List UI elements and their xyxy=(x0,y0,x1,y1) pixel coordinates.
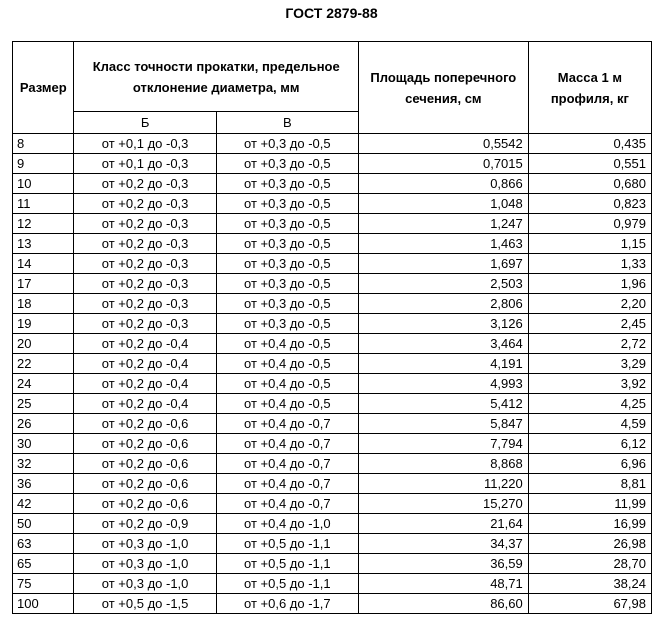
cell-area: 15,270 xyxy=(358,494,528,514)
page-title: ГОСТ 2879-88 xyxy=(285,5,378,21)
cell-class-b: от +0,2 до -0,6 xyxy=(74,434,216,454)
table-row xyxy=(13,374,652,394)
cell-size: 32 xyxy=(13,454,74,474)
cell-mass: 2,72 xyxy=(528,334,651,354)
cell-area: 5,412 xyxy=(358,394,528,414)
table-row xyxy=(13,194,652,214)
cell-mass: 6,96 xyxy=(528,454,651,474)
header-class-b: Б xyxy=(74,112,216,134)
table-row xyxy=(13,414,652,434)
cell-area: 3,126 xyxy=(358,314,528,334)
cell-class-v: от +0,3 до -0,5 xyxy=(216,214,358,234)
cell-class-b: от +0,1 до -0,3 xyxy=(74,134,216,154)
cell-mass: 0,979 xyxy=(528,214,651,234)
cell-area: 21,64 xyxy=(358,514,528,534)
cell-size: 63 xyxy=(13,534,74,554)
cell-class-b: от +0,2 до -0,6 xyxy=(74,474,216,494)
cell-size: 75 xyxy=(13,574,74,594)
cell-size: 14 xyxy=(13,254,74,274)
table-row xyxy=(13,474,652,494)
cell-mass: 4,25 xyxy=(528,394,651,414)
cell-class-v: от +0,4 до -0,5 xyxy=(216,374,358,394)
cell-area: 1,048 xyxy=(358,194,528,214)
cell-size: 36 xyxy=(13,474,74,494)
cell-class-v: от +0,3 до -0,5 xyxy=(216,194,358,214)
header-accuracy-class: Класс точности прокатки, предельное отклонение диаметра, мм xyxy=(74,42,358,112)
cell-class-b: от +0,2 до -0,4 xyxy=(74,354,216,374)
cell-class-b: от +0,2 до -0,3 xyxy=(74,234,216,254)
table-row xyxy=(13,254,652,274)
cell-class-v: от +0,5 до -1,1 xyxy=(216,574,358,594)
table-row xyxy=(13,354,652,374)
header-area: Площадь поперечного сечения, см xyxy=(358,42,528,134)
table-row xyxy=(13,314,652,334)
cell-class-b: от +0,3 до -1,0 xyxy=(74,554,216,574)
cell-area: 2,806 xyxy=(358,294,528,314)
cell-area: 0,7015 xyxy=(358,154,528,174)
cell-area: 2,503 xyxy=(358,274,528,294)
table-row xyxy=(13,554,652,574)
table-row xyxy=(13,434,652,454)
cell-class-v: от +0,5 до -1,1 xyxy=(216,554,358,574)
cell-size: 100 xyxy=(13,594,74,614)
cell-class-b: от +0,2 до -0,3 xyxy=(74,274,216,294)
cell-class-v: от +0,3 до -0,5 xyxy=(216,274,358,294)
cell-mass: 11,99 xyxy=(528,494,651,514)
cell-class-b: от +0,1 до -0,3 xyxy=(74,154,216,174)
cell-class-b: от +0,2 до -0,6 xyxy=(74,454,216,474)
cell-class-b: от +0,3 до -1,0 xyxy=(74,574,216,594)
table-row xyxy=(13,334,652,354)
cell-mass: 3,92 xyxy=(528,374,651,394)
cell-class-b: от +0,2 до -0,3 xyxy=(74,194,216,214)
table-row xyxy=(13,394,652,414)
cell-area: 36,59 xyxy=(358,554,528,574)
cell-mass: 0,435 xyxy=(528,134,651,154)
cell-class-b: от +0,2 до -0,3 xyxy=(74,214,216,234)
cell-size: 50 xyxy=(13,514,74,534)
cell-size: 10 xyxy=(13,174,74,194)
table-row xyxy=(13,574,652,594)
cell-class-v: от +0,4 до -0,5 xyxy=(216,354,358,374)
cell-mass: 1,96 xyxy=(528,274,651,294)
cell-mass: 67,98 xyxy=(528,594,651,614)
cell-size: 12 xyxy=(13,214,74,234)
cell-class-b: от +0,2 до -0,6 xyxy=(74,414,216,434)
cell-class-v: от +0,5 до -1,1 xyxy=(216,534,358,554)
cell-mass: 8,81 xyxy=(528,474,651,494)
cell-class-v: от +0,4 до -0,7 xyxy=(216,414,358,434)
cell-mass: 2,20 xyxy=(528,294,651,314)
cell-class-b: от +0,3 до -1,0 xyxy=(74,534,216,554)
cell-mass: 3,29 xyxy=(528,354,651,374)
cell-class-v: от +0,3 до -0,5 xyxy=(216,294,358,314)
cell-size: 20 xyxy=(13,334,74,354)
cell-size: 8 xyxy=(13,134,74,154)
cell-area: 11,220 xyxy=(358,474,528,494)
cell-area: 0,866 xyxy=(358,174,528,194)
cell-mass: 6,12 xyxy=(528,434,651,454)
cell-size: 25 xyxy=(13,394,74,414)
cell-mass: 0,551 xyxy=(528,154,651,174)
cell-size: 22 xyxy=(13,354,74,374)
cell-size: 65 xyxy=(13,554,74,574)
cell-size: 19 xyxy=(13,314,74,334)
cell-class-b: от +0,2 до -0,9 xyxy=(74,514,216,534)
cell-class-v: от +0,4 до -0,7 xyxy=(216,474,358,494)
table-row xyxy=(13,534,652,554)
cell-class-v: от +0,3 до -0,5 xyxy=(216,314,358,334)
cell-class-v: от +0,3 до -0,5 xyxy=(216,254,358,274)
cell-area: 4,993 xyxy=(358,374,528,394)
cell-area: 8,868 xyxy=(358,454,528,474)
cell-class-v: от +0,3 до -0,5 xyxy=(216,174,358,194)
cell-area: 1,247 xyxy=(358,214,528,234)
cell-size: 42 xyxy=(13,494,74,514)
cell-area: 48,71 xyxy=(358,574,528,594)
cell-class-b: от +0,2 до -0,6 xyxy=(74,494,216,514)
cell-size: 17 xyxy=(13,274,74,294)
cell-mass: 0,680 xyxy=(528,174,651,194)
cell-class-v: от +0,4 до -0,5 xyxy=(216,334,358,354)
cell-area: 1,463 xyxy=(358,234,528,254)
cell-size: 13 xyxy=(13,234,74,254)
cell-class-b: от +0,5 до -1,5 xyxy=(74,594,216,614)
cell-size: 11 xyxy=(13,194,74,214)
cell-class-v: от +0,4 до -0,5 xyxy=(216,394,358,414)
cell-class-v: от +0,3 до -0,5 xyxy=(216,154,358,174)
cell-class-b: от +0,2 до -0,3 xyxy=(74,174,216,194)
cell-class-v: от +0,4 до -0,7 xyxy=(216,454,358,474)
cell-class-b: от +0,2 до -0,4 xyxy=(74,394,216,414)
cell-size: 9 xyxy=(13,154,74,174)
cell-area: 7,794 xyxy=(358,434,528,454)
cell-class-b: от +0,2 до -0,4 xyxy=(74,374,216,394)
gost-table xyxy=(12,41,652,614)
cell-mass: 28,70 xyxy=(528,554,651,574)
cell-class-v: от +0,3 до -0,5 xyxy=(216,134,358,154)
table-row xyxy=(13,514,652,534)
cell-area: 1,697 xyxy=(358,254,528,274)
cell-size: 24 xyxy=(13,374,74,394)
cell-area: 5,847 xyxy=(358,414,528,434)
cell-mass: 38,24 xyxy=(528,574,651,594)
cell-class-b: от +0,2 до -0,4 xyxy=(74,334,216,354)
table-row xyxy=(13,134,652,154)
cell-mass: 0,823 xyxy=(528,194,651,214)
cell-area: 0,5542 xyxy=(358,134,528,154)
table-row xyxy=(13,594,652,614)
cell-area: 34,37 xyxy=(358,534,528,554)
cell-class-b: от +0,2 до -0,3 xyxy=(74,314,216,334)
cell-class-b: от +0,2 до -0,3 xyxy=(74,294,216,314)
cell-size: 30 xyxy=(13,434,74,454)
cell-class-v: от +0,4 до -0,7 xyxy=(216,494,358,514)
table-row xyxy=(13,494,652,514)
cell-class-v: от +0,3 до -0,5 xyxy=(216,234,358,254)
table-row xyxy=(13,234,652,254)
table-row xyxy=(13,154,652,174)
table-row xyxy=(13,294,652,314)
cell-mass: 4,59 xyxy=(528,414,651,434)
table-row xyxy=(13,214,652,234)
cell-class-v: от +0,4 до -0,7 xyxy=(216,434,358,454)
cell-mass: 16,99 xyxy=(528,514,651,534)
header-class-v: В xyxy=(216,112,358,134)
table-row xyxy=(13,274,652,294)
cell-area: 4,191 xyxy=(358,354,528,374)
cell-class-b: от +0,2 до -0,3 xyxy=(74,254,216,274)
table-row xyxy=(13,454,652,474)
cell-mass: 1,15 xyxy=(528,234,651,254)
header-size: Размер xyxy=(13,42,74,134)
cell-mass: 1,33 xyxy=(528,254,651,274)
cell-class-v: от +0,4 до -1,0 xyxy=(216,514,358,534)
cell-size: 18 xyxy=(13,294,74,314)
header-mass: Масса 1 м профиля, кг xyxy=(528,42,651,134)
cell-area: 86,60 xyxy=(358,594,528,614)
cell-mass: 26,98 xyxy=(528,534,651,554)
cell-mass: 2,45 xyxy=(528,314,651,334)
cell-class-v: от +0,6 до -1,7 xyxy=(216,594,358,614)
table-body xyxy=(13,134,652,614)
cell-size: 26 xyxy=(13,414,74,434)
table-row xyxy=(13,174,652,194)
cell-area: 3,464 xyxy=(358,334,528,354)
